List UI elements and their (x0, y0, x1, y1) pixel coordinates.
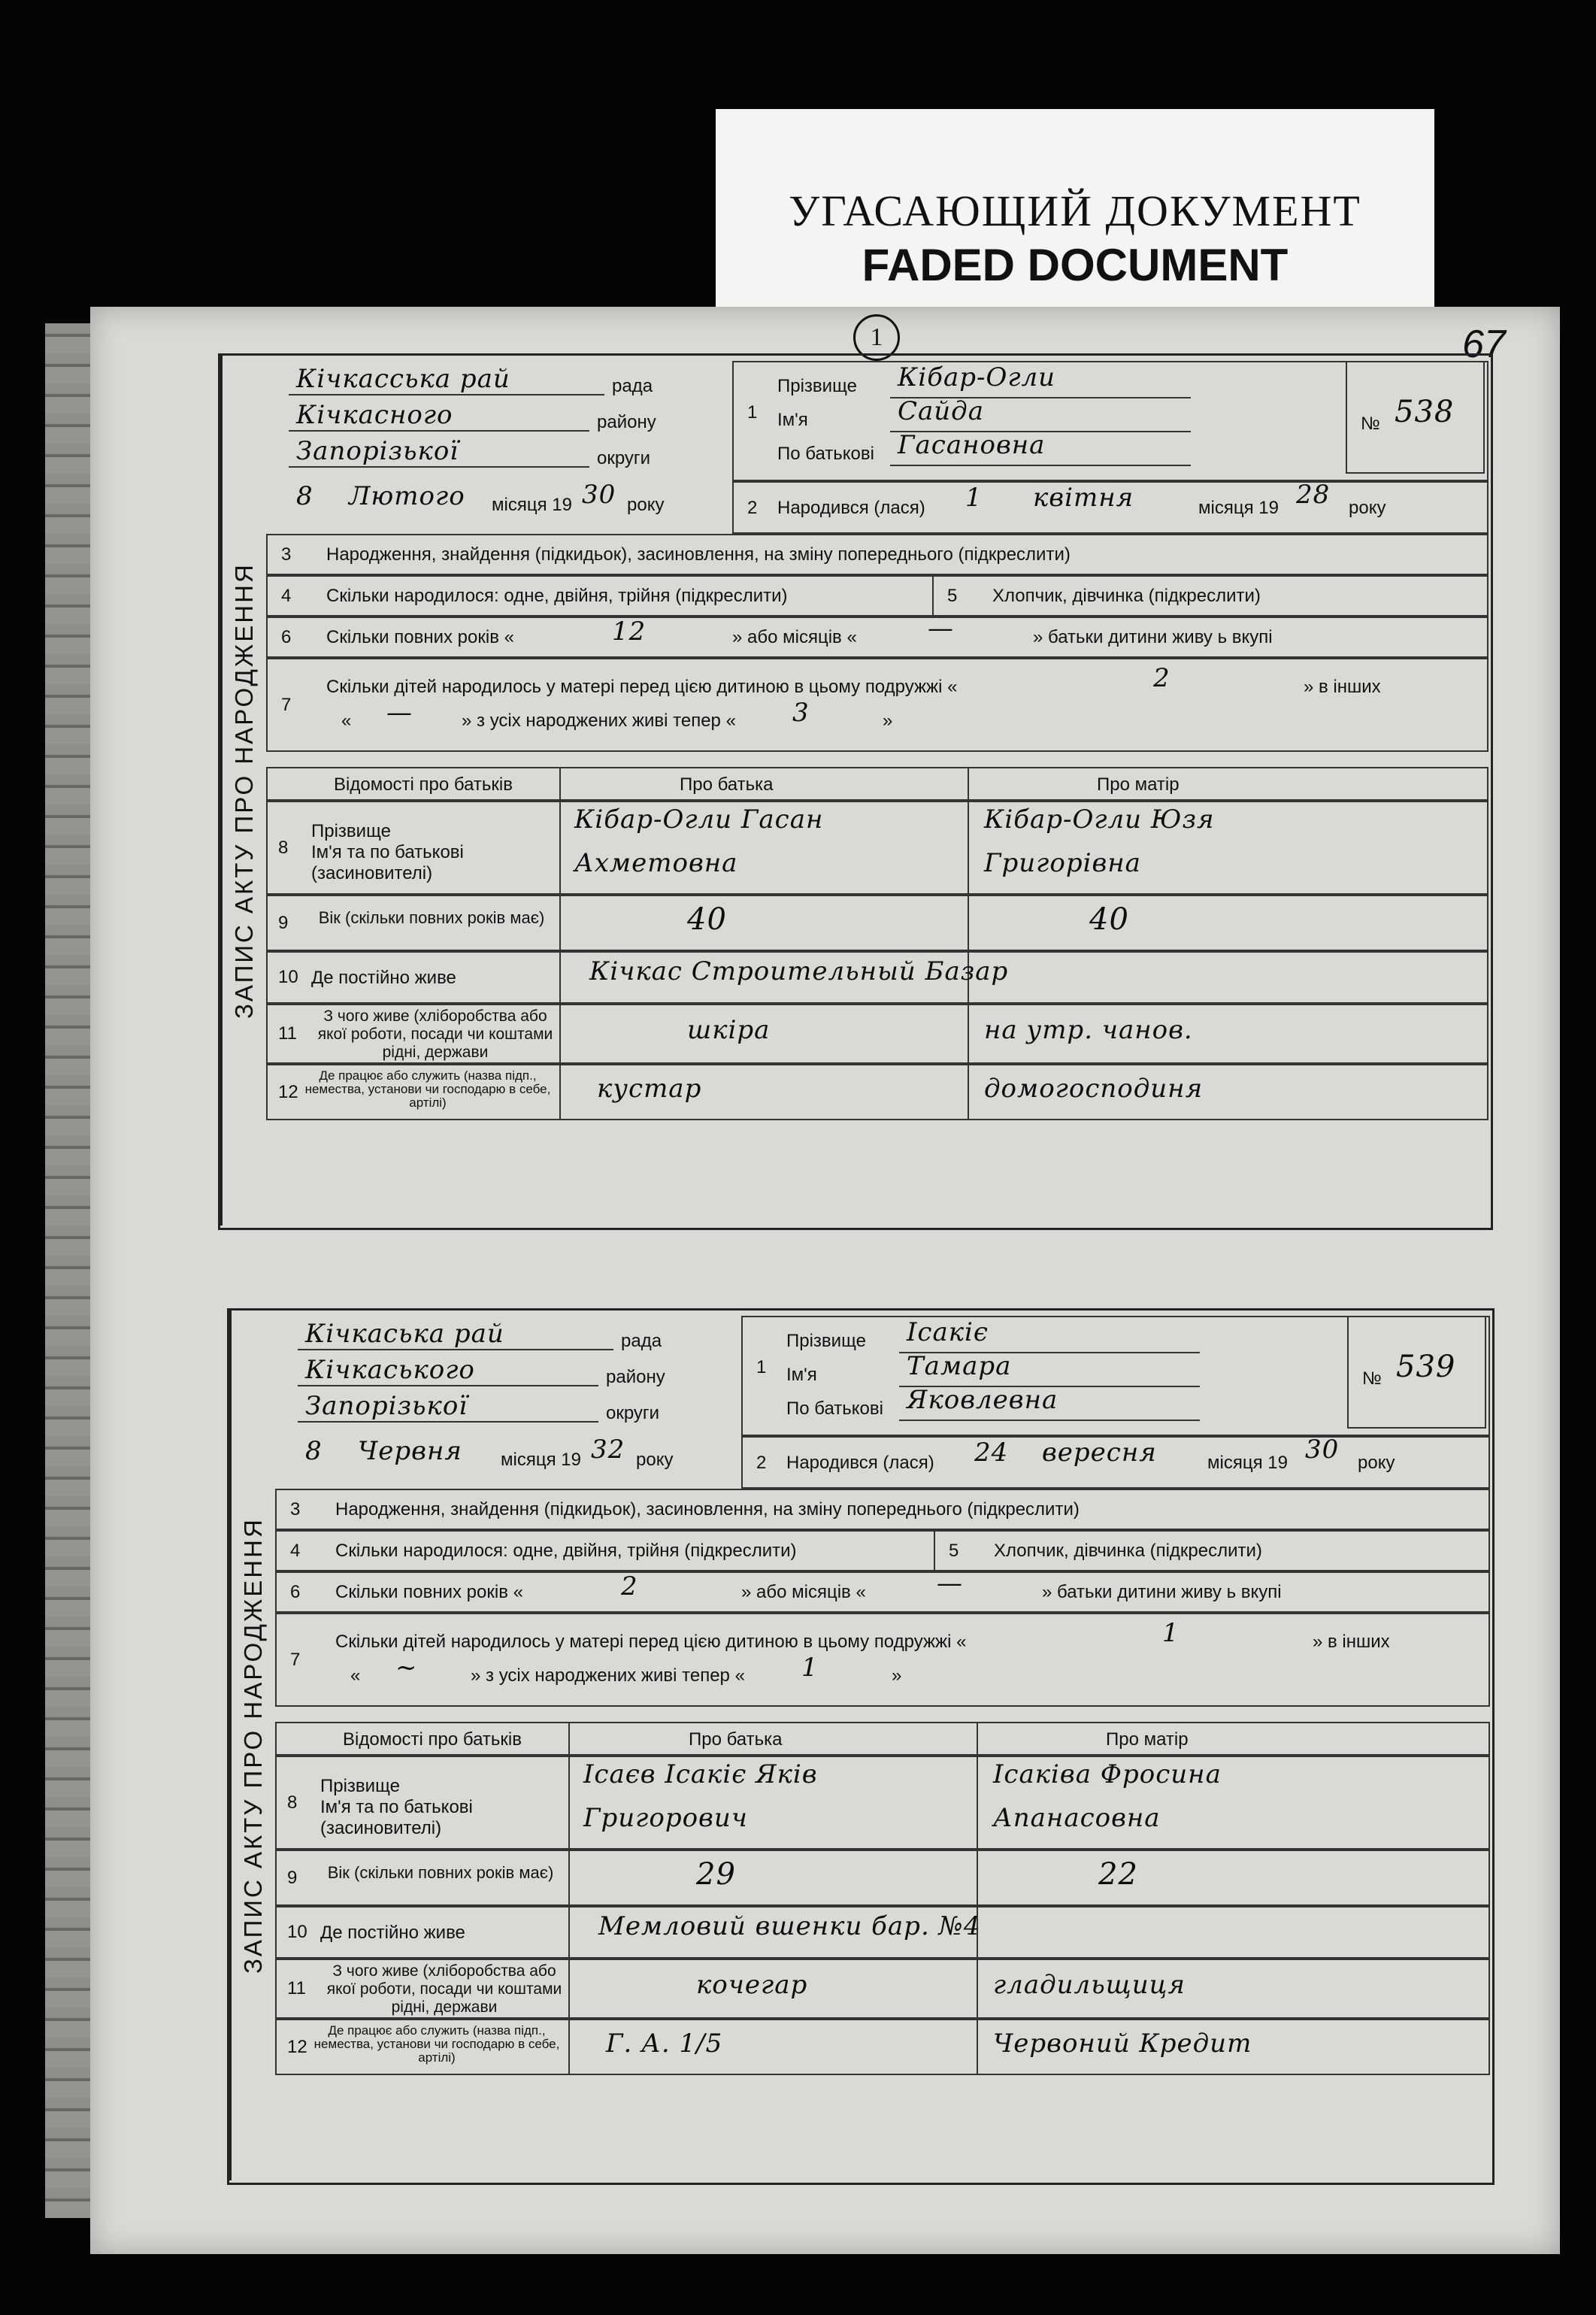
label-born-month: місяця 19 (1207, 1453, 1288, 1473)
registry-okruha: Запорізької (296, 436, 459, 466)
alive-children: 3 (792, 698, 810, 728)
label-rada: рада (612, 376, 653, 396)
header-father: Про батька (680, 774, 774, 795)
stamp-title-ru: УГАСАЮЩИЙ ДОКУМЕНТ (789, 186, 1361, 235)
row7-label-a: Скільки дітей народилось у матері перед цією дитиною в цьому подружжі « (326, 677, 958, 697)
row3-label: Народження, знайдення (підкидьок), засиновлення, на зміну попереднього (підкреслити) (335, 1499, 1080, 1520)
side-title: ЗАПИС АКТУ ПРО НАРОДЖЕННЯ (229, 1311, 275, 2180)
label-reg-month: місяця 19 (501, 1450, 581, 1470)
label-surname: Прізвище (777, 376, 857, 396)
registry-raion: Кічкасного (296, 400, 453, 430)
row7-label-d: » з усіх народжених живі тепер « (462, 711, 736, 731)
residence: Кічкас Строительный Базар (589, 956, 1009, 986)
side-title: ЗАПИС АКТУ ПРО НАРОДЖЕННЯ (220, 356, 266, 1226)
mother-name: Ісаківа Фросина (993, 1759, 1222, 1789)
child-surname: Ісакіє (907, 1317, 989, 1347)
row7-label-e: » (883, 711, 893, 731)
label-rada: рада (621, 1331, 662, 1351)
row6-label-b: » або місяців « (732, 627, 857, 647)
father-workplace: кустар (597, 1074, 702, 1104)
record-number: 539 (1396, 1350, 1456, 1384)
row12-label: Де працює або служить (назва підп., немества, установи чи господарю в себе, артілі) (313, 2023, 560, 2065)
child-name: Сайда (898, 396, 985, 426)
row3-label: Народження, знайдення (підкидьок), засиновлення, на зміну попереднього (підкреслити) (326, 544, 1071, 565)
label-name: Ім'я (777, 410, 808, 430)
row7-label-b: » в інших (1313, 1632, 1390, 1652)
born-month: вересня (1042, 1438, 1157, 1468)
father-patronymic: Ахметовна (574, 848, 738, 878)
father-name: Кібар-Огли Гасан (574, 804, 824, 835)
label-raion: району (597, 412, 656, 432)
registry-rada-line (298, 1349, 613, 1350)
mother-workplace: Червоний Кредит (993, 2029, 1252, 2059)
label-reg-month: місяця 19 (492, 495, 572, 515)
row6-label-c: » батьки дитини живу ь вкупі (1042, 1582, 1282, 1602)
reg-day: 8 (305, 1436, 323, 1466)
label-born: Народився (лася) (777, 498, 925, 518)
mother-age: 22 (1098, 1857, 1138, 1892)
row9-label: Вік (скільки повних років має) (318, 908, 545, 927)
record-number: 538 (1395, 395, 1455, 429)
header-mother: Про матір (1097, 774, 1180, 795)
label-okruha: округи (597, 448, 651, 468)
row11-label: З чого живе (хліборобства або якої роботи, посади чи коштами рідні, держави (326, 1962, 562, 2016)
child-surname: Кібар-Огли (898, 362, 1056, 392)
child-name: Тамара (907, 1351, 1012, 1381)
row4-label: Скільки народилося: одне, двійня, трійня (підкреслити) (326, 586, 788, 606)
label-number: № (1361, 414, 1380, 434)
reg-month: Червня (358, 1436, 462, 1466)
child-patronymic: Яковлевна (907, 1385, 1058, 1415)
born-month: квітня (1033, 483, 1134, 513)
other-children: — (386, 698, 413, 728)
label-reg-year: року (627, 495, 665, 515)
residence: Мемловий вшенки бар. №4 (598, 1911, 981, 1941)
prior-children: 2 (1153, 663, 1171, 693)
row11-label: З чого живе (хліборобства або якої роботи, посади чи коштами рідні, держави (317, 1008, 553, 1061)
reg-day: 8 (296, 481, 313, 511)
registry-okruha-line (289, 466, 589, 468)
row10-label: Де постійно живе (320, 1923, 465, 1943)
label-born-year: року (1358, 1453, 1395, 1473)
child-patronymic: Гасановна (898, 430, 1046, 460)
registry-okruha-line (298, 1421, 598, 1423)
mother-patronymic: Апанасовна (993, 1803, 1161, 1833)
registry-okruha: Запорізької (305, 1391, 468, 1421)
label-reg-year: року (636, 1450, 674, 1470)
row7-label-c: « (350, 1665, 361, 1686)
mother-livelihood: на утр. чанов. (984, 1015, 1193, 1045)
label-okruha: округи (606, 1403, 660, 1423)
father-workplace: Г. А. 1/5 (606, 2029, 723, 2059)
row4-label: Скільки народилося: одне, двійня, трійня (підкреслити) (335, 1541, 797, 1561)
father-name: Ісаєв Ісакіє Яків (583, 1759, 818, 1789)
months-together: — (937, 1568, 963, 1598)
father-age: 40 (687, 902, 727, 937)
header-father: Про батька (689, 1729, 783, 1750)
row8-label: Прізвище Ім'я та по батькові (засиновителі) (311, 821, 464, 883)
label-born-month: місяця 19 (1198, 498, 1279, 518)
registry-rada-line (289, 394, 604, 395)
circled-number: 1 (853, 314, 900, 361)
folio-number: 67 (1462, 323, 1506, 366)
label-name: Ім'я (786, 1365, 817, 1385)
label-raion: району (606, 1367, 665, 1387)
label-surname: Прізвище (786, 1331, 866, 1351)
header-parents-info: Відомості про батьків (343, 1729, 522, 1750)
reg-month: Лютого (349, 481, 465, 511)
mother-age: 40 (1089, 902, 1129, 937)
reg-year: 30 (582, 480, 616, 510)
row8-label: Прізвище Ім'я та по батькові (засиновителі) (320, 1776, 473, 1838)
row5-label: Хлопчик, дівчинка (підкреслити) (992, 586, 1261, 606)
label-born: Народився (лася) (786, 1453, 934, 1473)
mother-name: Кібар-Огли Юзя (984, 804, 1215, 835)
months-together: — (928, 614, 954, 644)
row6-label-a: Скільки повних років « (326, 627, 514, 647)
registry-raion-line (289, 430, 589, 432)
row6-label-a: Скільки повних років « (335, 1582, 523, 1602)
born-year: 28 (1296, 480, 1331, 510)
label-patronymic: По батькові (786, 1398, 883, 1419)
row10-label: Де постійно живе (311, 968, 456, 988)
registry-rada: Кічкасська рай (296, 364, 510, 394)
other-children: ~ (395, 1653, 418, 1683)
years-together: 2 (621, 1571, 638, 1601)
row7-label-c: « (341, 711, 352, 731)
registry-raion: Кічкаського (305, 1355, 475, 1385)
row7-label-a: Скільки дітей народилось у матері перед цією дитиною в цьому подружжі « (335, 1632, 967, 1652)
prior-children: 1 (1162, 1618, 1180, 1648)
born-day: 1 (965, 483, 983, 513)
father-patronymic: Григорович (583, 1803, 748, 1833)
row9-label: Вік (скільки повних років має) (327, 1863, 554, 1882)
alive-children: 1 (801, 1653, 819, 1683)
row6-label-b: » або місяців « (741, 1582, 866, 1602)
row6-label-c: » батьки дитини живу ь вкупі (1033, 627, 1273, 647)
label-number: № (1362, 1368, 1382, 1389)
header-parents-info: Відомості про батьків (334, 774, 513, 795)
row12-label: Де працює або служить (назва підп., немества, установи чи господарю в себе, артілі) (304, 1068, 551, 1110)
father-age: 29 (696, 1857, 736, 1892)
mother-livelihood: гладильщиця (993, 1970, 1186, 2000)
mother-workplace: домогосподиня (984, 1074, 1204, 1104)
father-livelihood: шкіра (687, 1015, 771, 1045)
years-together: 12 (612, 617, 647, 647)
father-livelihood: кочегар (696, 1970, 808, 2000)
row7-label-d: » з усіх народжених живі тепер « (471, 1665, 745, 1686)
label-born-year: року (1349, 498, 1386, 518)
row5-label: Хлопчик, дівчинка (підкреслити) (994, 1541, 1262, 1561)
registry-raion-line (298, 1385, 598, 1386)
header-mother: Про матір (1106, 1729, 1189, 1750)
born-year: 30 (1305, 1435, 1340, 1465)
row7-label-e: » (892, 1665, 902, 1686)
mother-patronymic: Григорівна (984, 848, 1141, 878)
stamp-title-en: FADED DOCUMENT (862, 240, 1289, 290)
label-patronymic: По батькові (777, 444, 874, 464)
reg-year: 32 (591, 1435, 625, 1465)
born-day: 24 (974, 1438, 1009, 1468)
row7-label-b: » в інших (1304, 677, 1381, 697)
faded-document-stamp (716, 109, 1434, 315)
registry-rada: Кічкаська рай (305, 1319, 504, 1349)
